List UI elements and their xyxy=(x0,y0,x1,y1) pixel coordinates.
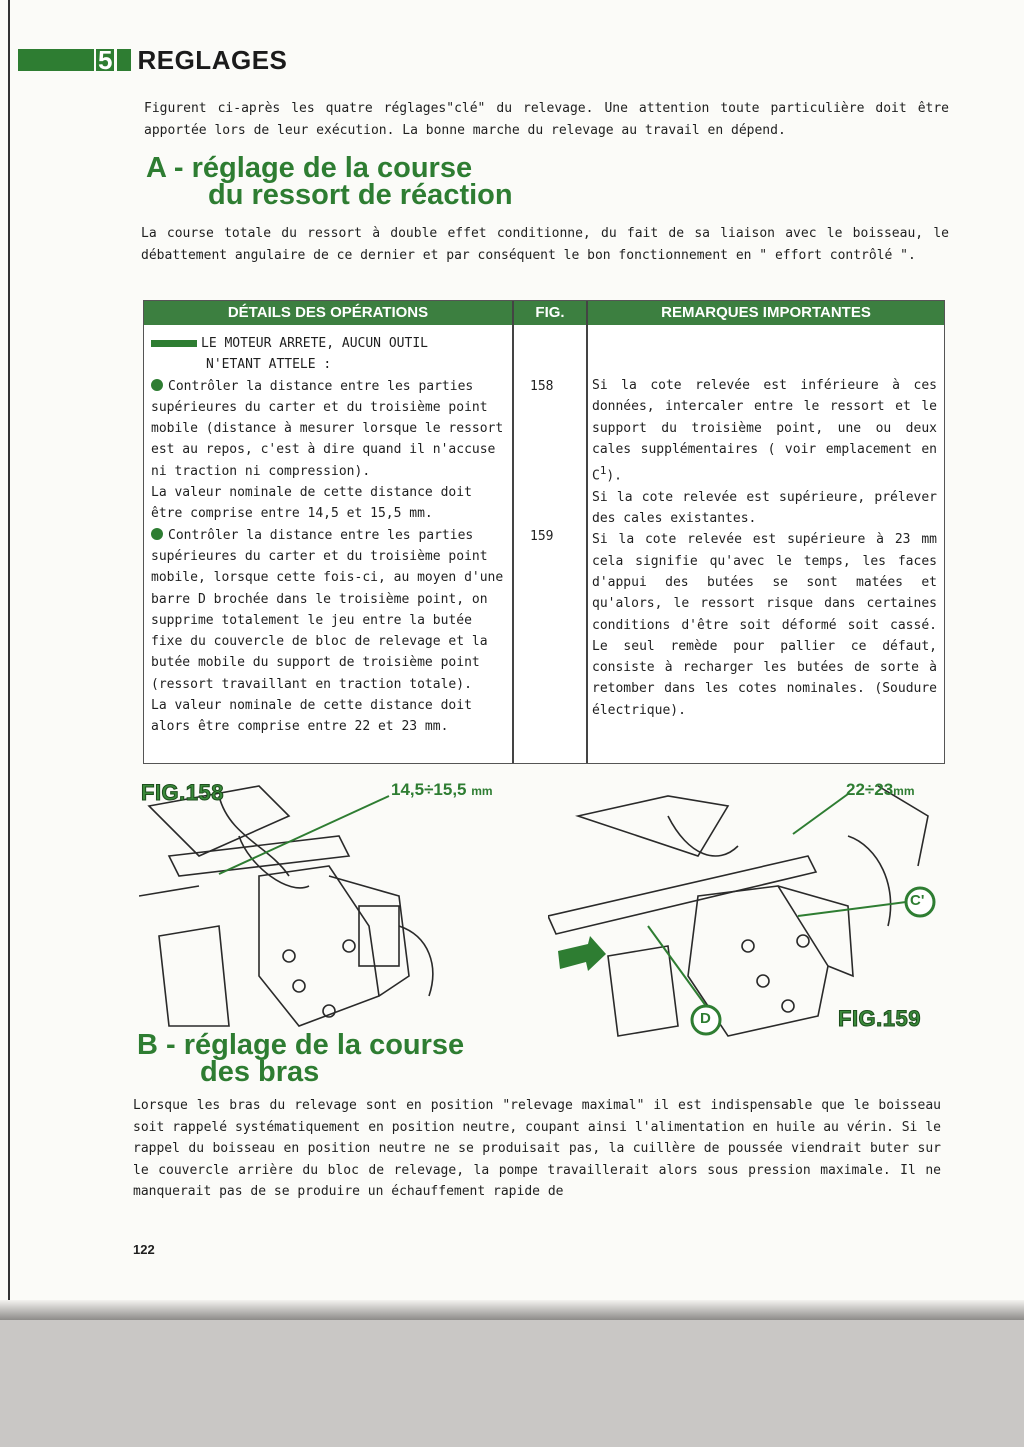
heading-b-line2: des bras xyxy=(200,1056,320,1088)
column-divider xyxy=(586,301,588,763)
condition-line2: N'ETANT ATTELE : xyxy=(206,357,332,373)
operation-1-value: La valeur nominale de cette distance doit être comprise entre 14,5 et 15,5 mm. xyxy=(151,485,472,522)
paragraph-a: La course totale du ressort à double effet conditionne, du fait de sa liaison avec le boisseau, le débattement angulaire de ce dernier et par conséquent le bon fonctionnement en " effort contrôlé ". xyxy=(141,226,949,263)
heading-a-line1: A - réglage de la course xyxy=(146,152,473,184)
operation-1: Contrôler la distance entre les parties supérieures du carter et du troisième point mobile (distance à mesurer lorsque le ressort est au repos, c'est à dire quand il n'accuse ni traction ni compression). xyxy=(151,378,504,479)
remark-1: Si la cote relevée est inférieure à ces données, intercaler entre le ressort et le support du troisième point, une ou deux cales supplémentaires ( voir emplacement en $C^1$). xyxy=(592,378,937,484)
section-number: 5 xyxy=(98,45,113,75)
callout-d: D xyxy=(700,1010,711,1027)
bullet-icon xyxy=(151,528,163,540)
figure-159 xyxy=(548,776,948,1051)
details-column xyxy=(151,333,507,738)
remarks-column xyxy=(592,375,937,721)
callout-c: C' xyxy=(910,892,925,909)
operation-2: Contrôler la distance entre les parties supérieures du carter et du troisième point mobile, lorsque cette fois-ci, au moyen d'une barre D brochée dans le troisième point, on supprime totalement le jeu entre la butée fixe du couvercle de bloc de relevage et la butée mobile du support de troisième point (ressort travaillant en traction totale). xyxy=(151,527,504,692)
fig-158-label: FIG.158 xyxy=(141,780,224,805)
header-bar xyxy=(18,49,94,71)
fig-159-dimension: 22÷23mm xyxy=(846,780,915,799)
heading-a xyxy=(146,152,513,211)
header-square xyxy=(117,49,131,71)
fig-159-label: FIG.159 xyxy=(838,1006,921,1031)
column-divider xyxy=(512,301,514,763)
header-remarks: REMARQUES IMPORTANTES xyxy=(588,301,944,325)
section-title: REGLAGES xyxy=(137,44,288,75)
fig-ref-159: 159 xyxy=(530,529,554,544)
operations-table xyxy=(143,300,945,764)
figure-158-drawing xyxy=(139,776,529,1036)
heading-b xyxy=(137,1029,465,1088)
fig-ref-158: 158 xyxy=(530,379,554,394)
condition-line1: LE MOTEUR ARRETE, AUCUN OUTIL xyxy=(201,336,428,351)
remark-2: Si la cote relevée est supérieure, prélever des cales existantes. xyxy=(592,489,937,527)
header-details: DÉTAILS DES OPÉRATIONS xyxy=(144,301,512,325)
intro-paragraph: Figurent ci-après les quatre réglages"clé" du relevage. Une attention toute particulière doit être apportée lors de leur exécution. La bonne marche du relevage au travail en dépend. xyxy=(144,101,949,138)
dash-marker xyxy=(151,340,197,347)
bullet-icon xyxy=(151,379,163,391)
paragraph-b: Lorsque les bras du relevage sont en position "relevage maximal" il est indispensable que le boisseau soit rappelé systématiquement en position neutre, coupant ainsi l'alimentation en huile au vérin. Si le rappel du boisseau en position neutre ne se produisait pas, la cuillère de poussée viendrait buter sur le couvercle arrière du bloc de relevage, la pompe travaillerait alors sous pression maximale. Il ne manquerait pas de se produire un échauffement rapide de xyxy=(133,1098,941,1199)
page-edge xyxy=(8,0,10,1312)
operation-2-value: La valeur nominale de cette distance doit alors être comprise entre 22 et 23 mm. xyxy=(151,698,472,735)
heading-b-line1: B - réglage de la course xyxy=(137,1029,465,1061)
remark-3: Si la cote relevée est supérieure à 23 mm cela signifie qu'avec le temps, les faces d'appui des butées se sont matées et qu'alors, le ressort risque dans certaines conditions d'être soit déformé soit cassé. Le seul remède pour pallier ce défaut, consiste à recharger les butées de sorte à retomber dans les cotes nominales. (Soudure électrique). xyxy=(592,532,937,718)
page-number: 122 xyxy=(133,1242,155,1257)
fig-158-dimension: 14,5÷15,5 mm xyxy=(391,780,493,799)
figure-158 xyxy=(139,776,529,1036)
section-header xyxy=(18,46,287,74)
header-fig: FIG. xyxy=(514,301,586,325)
heading-a-line2: du ressort de réaction xyxy=(208,179,513,211)
page-bottom-shadow xyxy=(0,1300,1024,1320)
